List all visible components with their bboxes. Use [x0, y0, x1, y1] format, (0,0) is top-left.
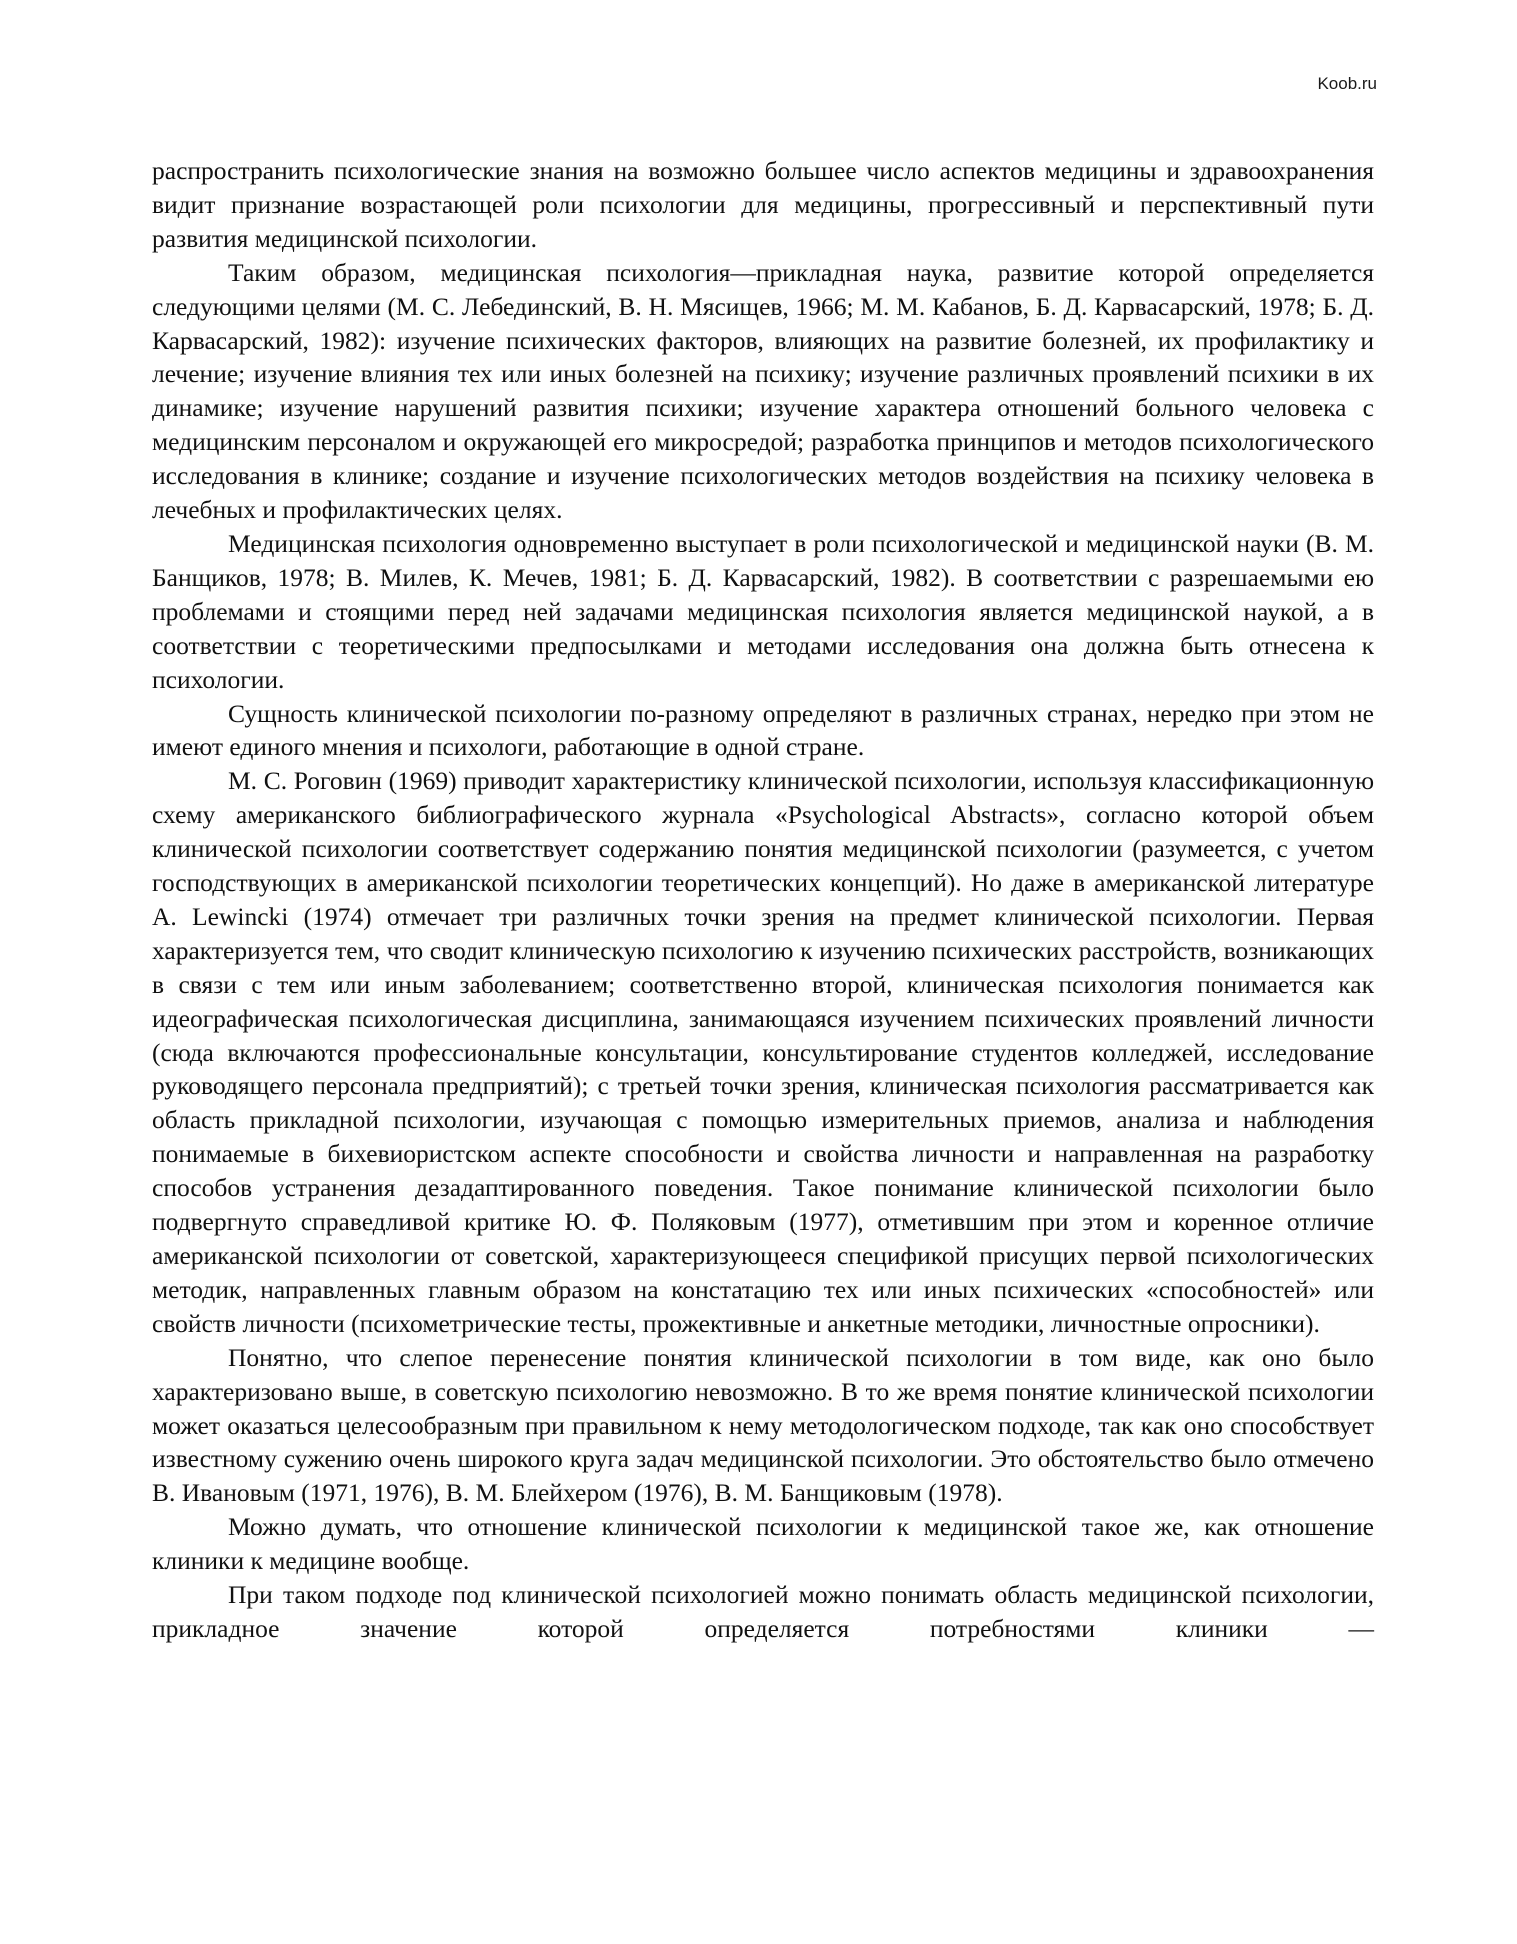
paragraph: распространить психологические знания на возможно большее число аспектов медицины и здравоохранения видит признание возрастающей роли психологии для медицины, прогрессивный и перспективный пути развития медицинской психологии. [152, 156, 1374, 253]
site-watermark: Koob.ru [1317, 74, 1377, 93]
paragraph: Можно думать, что отношение клинической психологии к медицинской такое же, как отношение клиники к медицине вообще. [152, 1512, 1374, 1576]
paragraph: Понятно, что слепое перенесение понятия клинической психологии в том виде, как оно было характеризовано выше, в советскую психологию невозможно. В то же время понятие клинической психологии может оказаться целесообразным при правильном к нему методологическом подходе, так как оно способствует известному сужению очень широкого круга задач медицинской психологии. Это обстоятельство было отмечено В. Ивановым (1971, 1976), В. М. Блейхером (1976), В. М. Банщиковым (1978). [152, 1342, 1374, 1508]
paragraph: Таким образом, медицинская психология—прикладная наука, развитие которой определяется следующими целями (М. С. Лебединский, В. Н. Мясищев, 1966; М. М. Кабанов, Б. Д. Карвасарский, 1978; Б. Д. Карвасарский, 1982): изучение психических факторов, влияющих на развитие болезней, их профилактику и лечение; изучение влияния тех или иных болезней на психику; изучение различных проявлений психики в их динамике; изучение нарушений развития психики; изучение характера отношений больного человека с медицинским персоналом и окружающей его микросредой; разработка принципов и методов психологического исследования в клинике; создание и изучение психологических методов воздействия на психику человека в лечебных и профилактических целях. [152, 257, 1374, 525]
paragraph: Медицинская психология одновременно выступает в роли психологической и медицинской науки (В. М. Банщиков, 1978; В. Милев, К. Мечев, 1981; Б. Д. Карвасарский, 1982). В соответствии с разрешаемыми ею проблемами и стоящими перед ней задачами медицинская психология является медицинской наукой, а в соответствии с теоретическими предпосылками и методами исследования она должна быть отнесена к психологии. [152, 528, 1374, 694]
paragraph: М. С. Роговин (1969) приводит характеристику клинической психологии, используя классификационную схему американского библиографического журнала «Psychological Abstracts», согласно которой объем клинической психологии соответствует содержанию понятия медицинской психологии (разумеется, с учетом господствующих в американской психологии теоретических концепций). Но даже в американской литературе A. Lewincki (1974) отмечает три различных точки зрения на предмет клинической психологии. Первая характеризуется тем, что сводит клиническую психологию к изучению психических расстройств, возникающих в связи с тем или иным заболеванием; соответственно второй, клиническая психология понимается как идеографическая психологическая дисциплина, занимающаяся изучением психических проявлений личности (сюда включаются профессиональные консультации, консультирование студентов колледжей, исследование руководящего персонала предприятий); с третьей точки зрения, клиническая психология рассматривается как область прикладной психологии, изучающая с помощью измерительных приемов, анализа и наблюдения понимаемые в бихевиористском аспекте способности и свойства личности и направленная на разработку способов устранения дезадаптированного поведения. Такое понимание клинической психологии было подвергнуто справедливой критике Ю. Ф. Поляковым (1977), отметившим при этом и коренное отличие американской психологии от советской, характеризующееся спецификой присущих первой психологических методик, направленных главным образом на констатацию тех или иных психических «способностей» или свойств личности (психометрические тесты, прожективные и анкетные методики, личностные опросники). [152, 766, 1374, 1338]
paragraph: При таком подходе под клинической психологией можно понимать область медицинской психологии, прикладное значение которой определяется потребностями клиники — [152, 1580, 1374, 1643]
paragraph: Сущность клинической психологии по-разному определяют в различных странах, нередко при этом не имеют единого мнения и психологи, работающие в одной стране. [152, 698, 1374, 762]
body-text [152, 154, 1374, 1646]
